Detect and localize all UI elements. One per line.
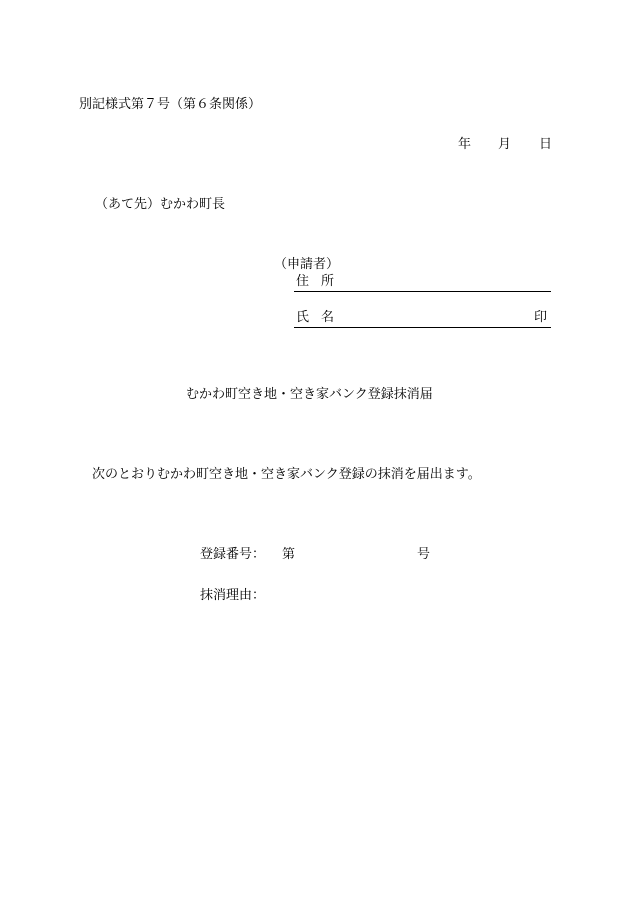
applicant-heading: （申請者） <box>274 257 340 272</box>
name-field[interactable] <box>294 309 551 328</box>
addressee: （あて先）むかわ町長 <box>95 197 226 212</box>
date-year-label: 年 <box>458 137 472 152</box>
registration-number-label: 登録番号： <box>200 547 266 562</box>
address-field[interactable] <box>294 273 551 292</box>
document-title: むかわ町空き地・空き家バンク登録抹消届 <box>186 387 433 402</box>
form-number: 別記様式第７号（第６条関係） <box>79 97 262 112</box>
body-text: 次のとおりむかわ町空き地・空き家バンク登録の抹消を届出ます。 <box>92 467 481 482</box>
name-label: 氏名 <box>296 310 347 325</box>
address-label: 住所 <box>296 274 347 289</box>
reason-label: 抹消理由： <box>200 588 266 603</box>
registration-number-prefix: 第 <box>282 547 296 562</box>
date-day-label: 日 <box>539 137 553 152</box>
seal-mark: 印 <box>533 310 547 325</box>
date-month-label: 月 <box>498 137 512 152</box>
registration-number-suffix: 号 <box>417 547 431 562</box>
